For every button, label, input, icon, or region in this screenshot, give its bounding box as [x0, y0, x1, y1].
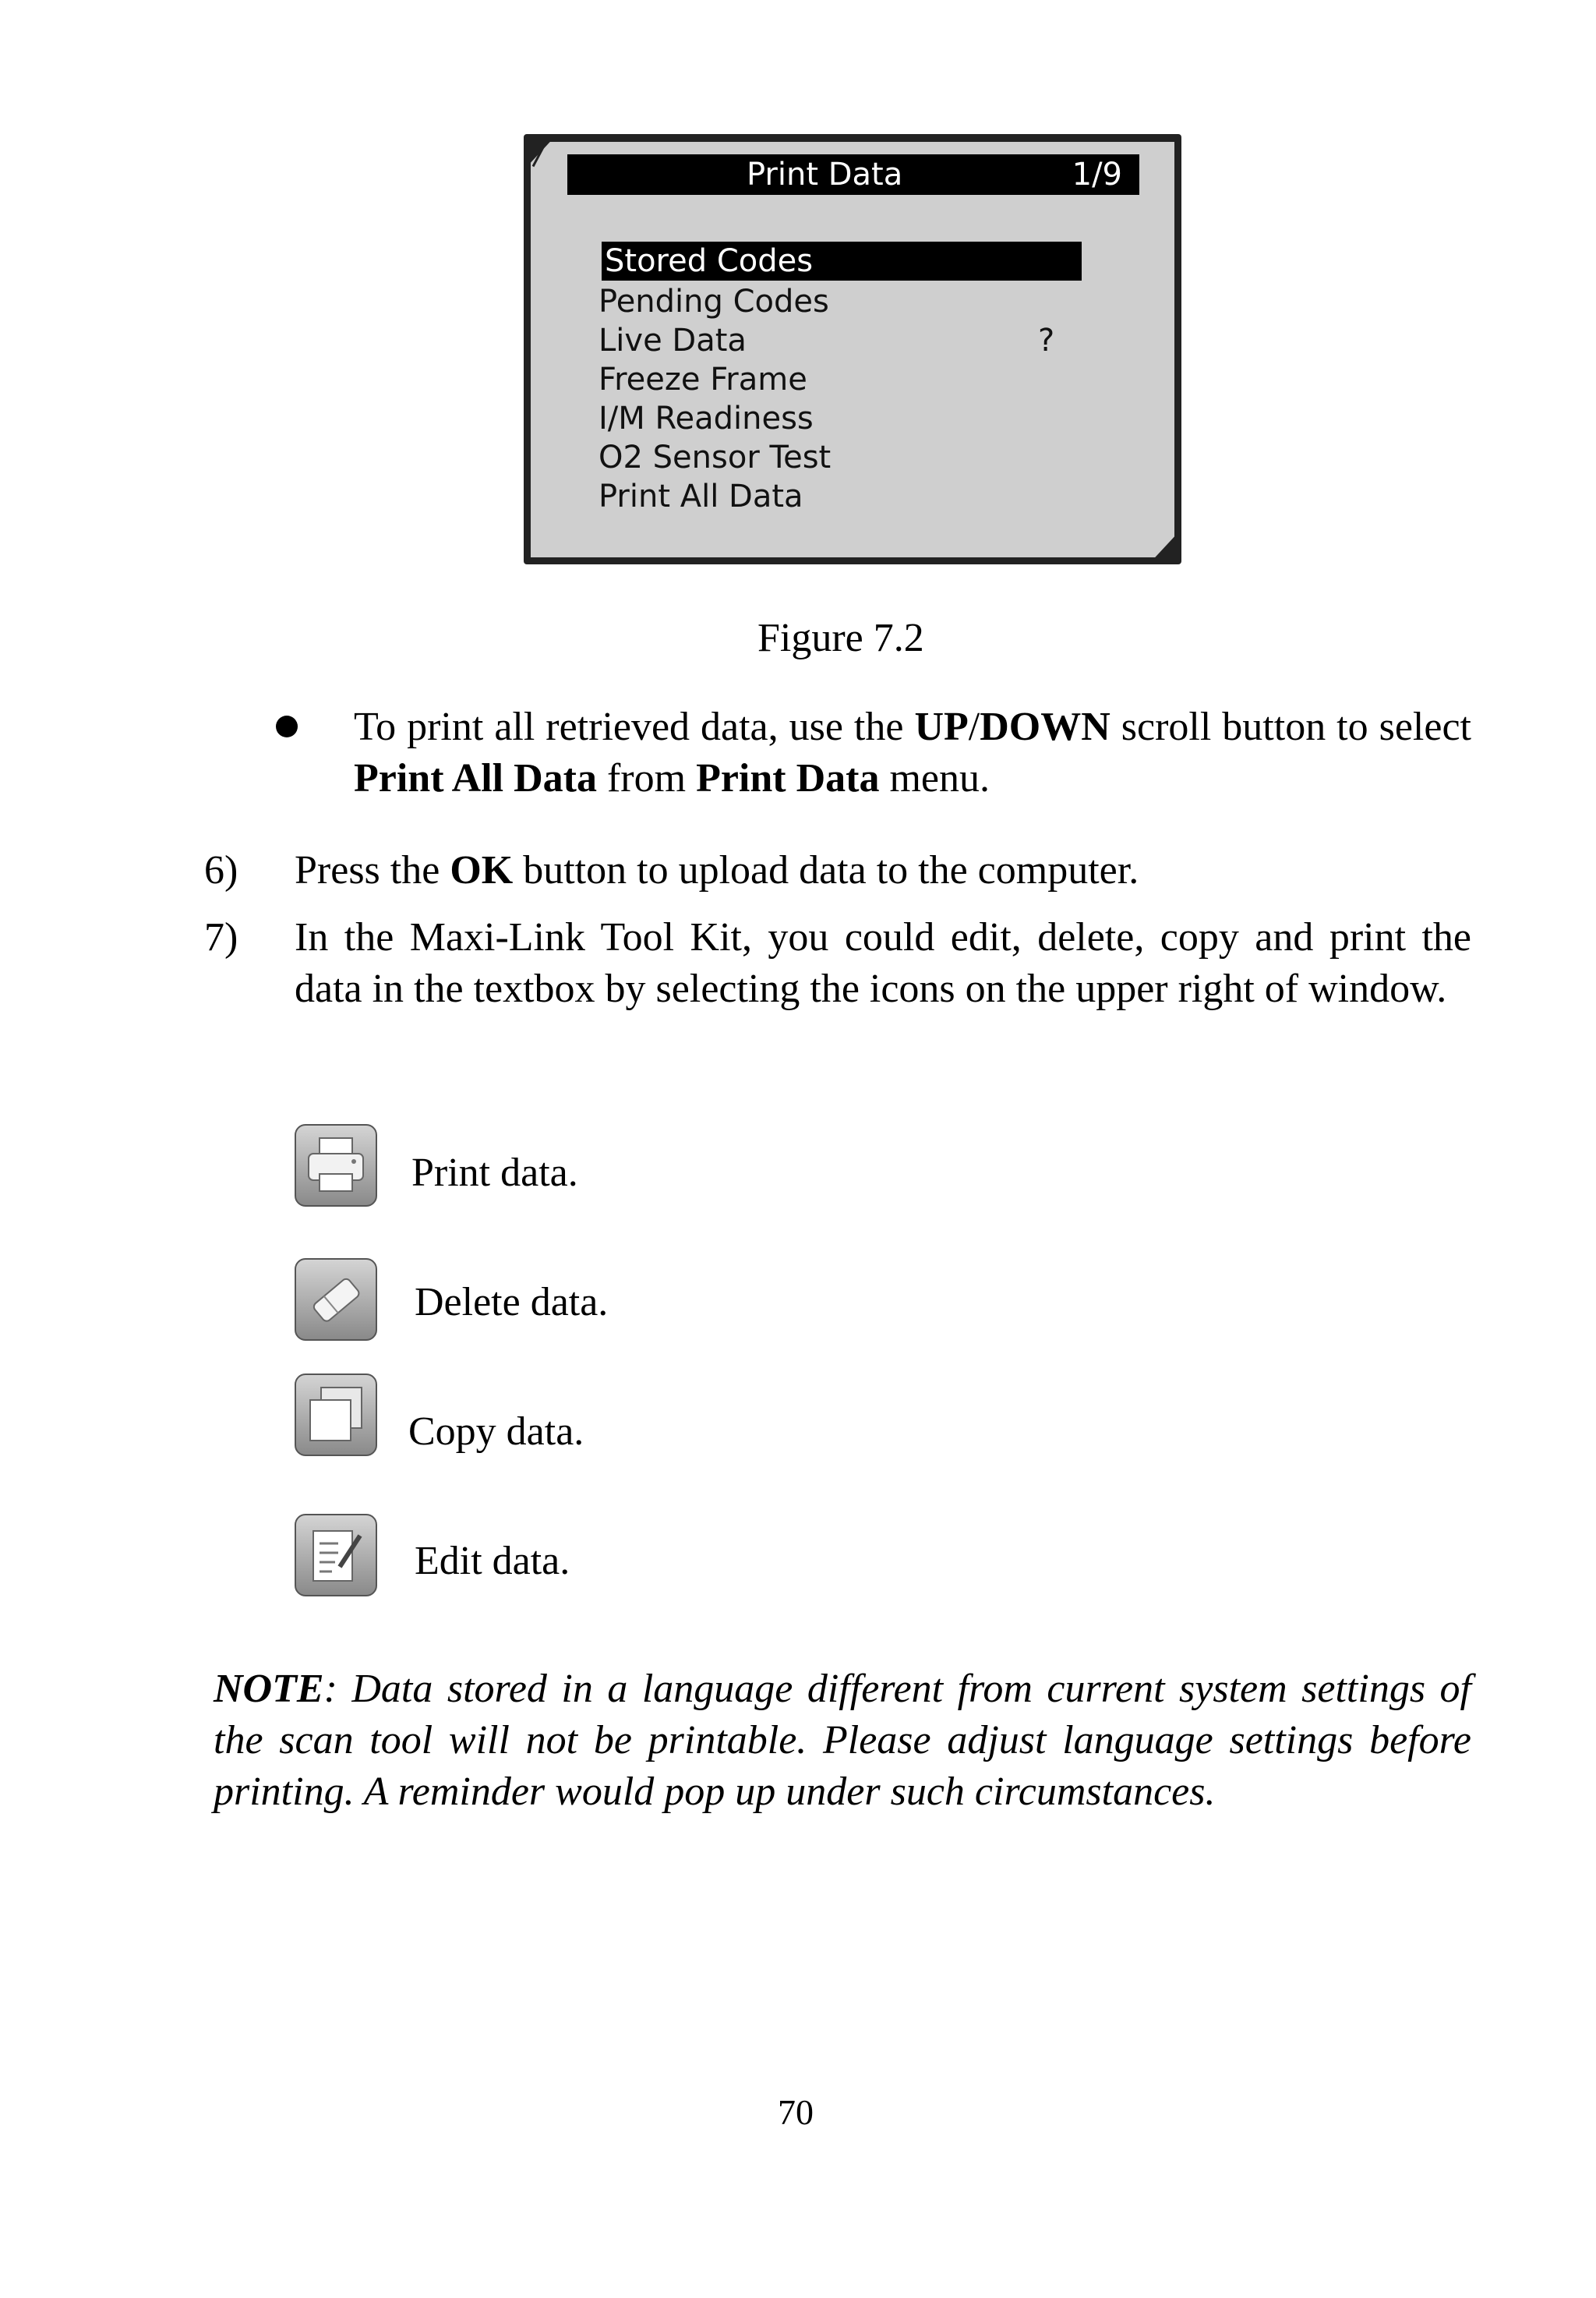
step-number: 7) [204, 915, 238, 960]
delete-data-label: Delete data. [415, 1280, 609, 1324]
bullet-text-part: from [596, 756, 697, 801]
bullet-dot-icon [276, 716, 298, 737]
step-text [295, 845, 1471, 896]
menu-item-freeze-frame[interactable]: Freeze Frame [598, 362, 807, 398]
menu-item-print-all-data[interactable]: Print All Data [598, 479, 803, 514]
step-text: In the Maxi-Link Tool Kit, you could edit, delete, copy and print the data in the textbox by selecting the icons on the upper right of window. [295, 915, 1471, 1011]
menu-item-stored-codes[interactable]: Stored Codes [602, 242, 1082, 281]
menu-item-im-readiness[interactable]: I/M Readiness [598, 401, 814, 437]
figure-caption: Figure 7.2 [757, 616, 924, 660]
bullet-text-part: scroll button to select [1110, 705, 1471, 749]
step-number: 6) [204, 848, 238, 893]
menu-item-pending-codes[interactable]: Pending Codes [598, 284, 829, 320]
menu-item-o2-sensor-test[interactable]: O2 Sensor Test [598, 440, 832, 476]
bullet-text-part: menu. [879, 756, 990, 801]
step-text-part: Press the [295, 848, 450, 893]
step-bold-ok: OK [450, 848, 514, 893]
delete-icon [295, 1258, 377, 1341]
bullet-text-part: / [968, 705, 980, 749]
bullet-text-part: To print all retrieved data, use the [354, 705, 915, 749]
copy-icon [295, 1373, 377, 1456]
bullet-paragraph [354, 702, 1471, 804]
edit-icon [295, 1514, 377, 1596]
bullet-bold-up: UP [914, 705, 969, 749]
copy-data-label: Copy data. [408, 1409, 584, 1454]
scroll-indicator: ? [1038, 323, 1055, 359]
device-screen-header [567, 154, 1139, 195]
bullet-bold-print-data: Print Data [696, 756, 880, 801]
note-label: NOTE [214, 1667, 324, 1711]
edit-data-label: Edit data. [415, 1539, 570, 1583]
page-number: 70 [778, 2092, 814, 2132]
note-text: : Data stored in a language different from current system settings of the scan tool will not be printable. Please adjust language settings before printing. A reminder would pop up under such circumstances. [214, 1667, 1471, 1814]
print-data-label: Print data. [411, 1151, 578, 1195]
print-icon [295, 1124, 377, 1207]
step-text-part: button to upload data to the computer. [513, 848, 1139, 893]
bullet-bold-print-all-data: Print All Data [354, 756, 597, 801]
note-paragraph [214, 1663, 1471, 1818]
menu-item-live-data[interactable]: Live Data [598, 323, 747, 359]
bullet-bold-down: DOWN [980, 705, 1110, 749]
device-screen-title: Print Data [747, 157, 903, 193]
device-screen-page-indicator: 1/9 [1072, 157, 1122, 193]
